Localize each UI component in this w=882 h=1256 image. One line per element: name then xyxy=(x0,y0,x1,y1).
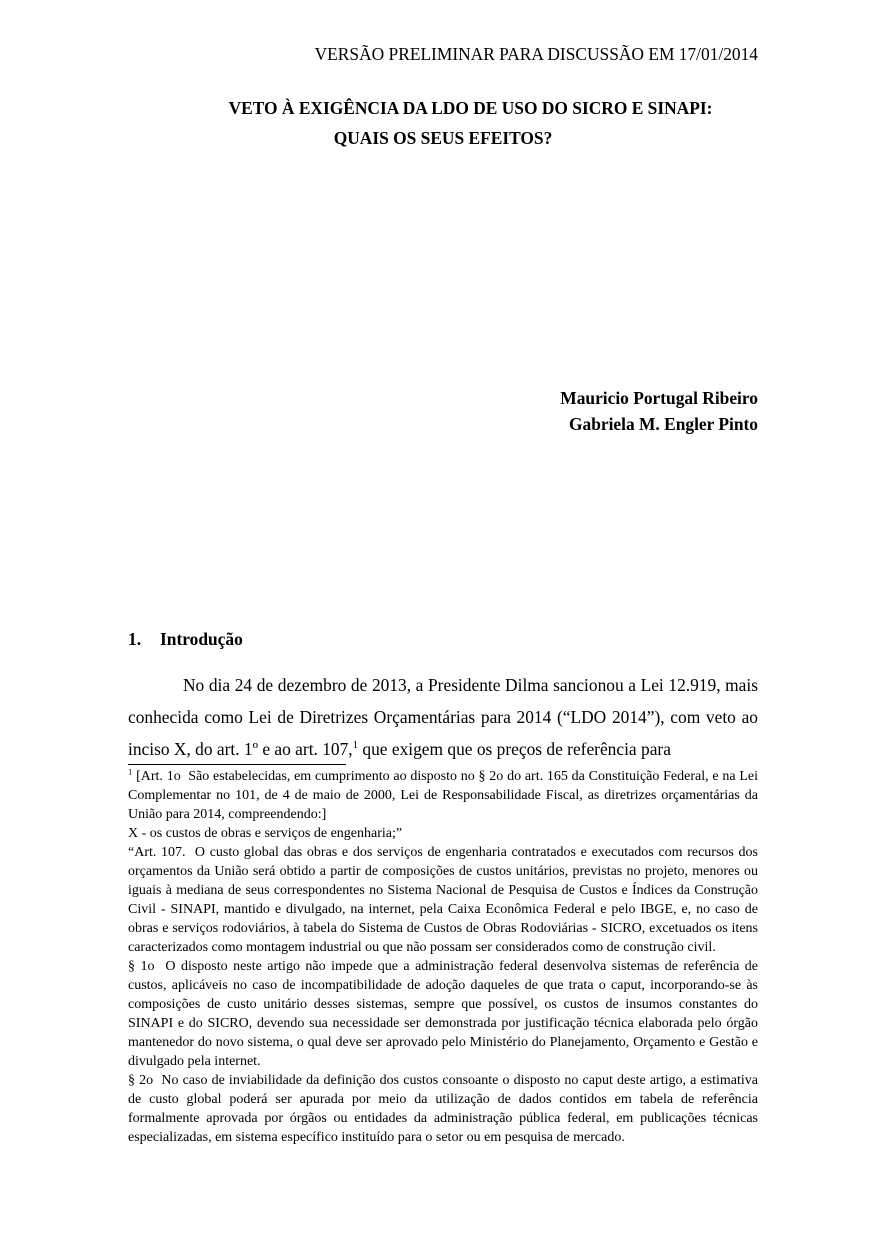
footnote-paragraph: “Art. 107. O custo global das obras e dos serviços de engenharia contratados e executados com recursos dos orçamentos da União será obtido a partir de composições de custos unitários, previstas no projeto, menores ou iguais à mediana de seus correspondentes no Sistema Nacional de Pesquisa de Custos e Índices da Construção Civil - SINAPI, mantido e divulgado, na internet, pela Caixa Econômica Federal e pelo IBGE, e, no caso de obras e serviços rodoviários, à tabela do Sistema de Custos de Obras Rodoviárias - SICRO, excetuados os itens caracterizados como montagem industrial ou que não possam ser considerados como de construção civil. xyxy=(128,845,758,955)
section-number: 1. xyxy=(128,629,142,649)
intro-text-continued: que exigem que os preços de referência para xyxy=(358,739,671,759)
author-block xyxy=(128,385,758,437)
footnote-paragraph: § 1o O disposto neste artigo não impede que a administração federal desenvolva sistemas de referência de custos, aplicáveis no caso de incompatibilidade de adoção daqueles de que trata o caput, incorporando-se às composições de custo unitário desses sistemas, sempre que possível, os custos de insumos constantes do SINAPI e do SICRO, devendo sua necessidade ser demonstrada por justificação técnica elaborada pelo órgão mantenedor do novo sistema, o qual deve ser aprovado pelo Ministério do Planejamento, Orçamento e Gestão e divulgado pela internet. xyxy=(128,959,758,1069)
author-name: Gabriela M. Engler Pinto xyxy=(568,414,758,434)
document-title-line1: VETO À EXIGÊNCIA DA LDO DE USO DO SICRO E SINAPI: xyxy=(228,98,713,118)
footnote-marker: 1 xyxy=(128,766,133,777)
footnote-paragraph: § 2o No caso de inviabilidade da definição dos custos consoante o disposto no caput deste artigo, a estimativa de custo global poderá ser apurada por meio da utilização de dados contidos em tabela de referência formalmente aprovada por órgãos ou entidades da administração pública federal, em publicações técnicas especializadas, em sistema específico instituído para o setor ou em pesquisa de mercado. xyxy=(128,1073,758,1145)
footnote-block xyxy=(128,767,758,1147)
document-title-line2: QUAIS OS SEUS EFEITOS? xyxy=(333,128,553,148)
footnote-ref: 1 xyxy=(352,739,359,752)
footnote-separator xyxy=(128,764,346,765)
section-title: Introdução xyxy=(160,629,243,649)
footnote-paragraph: X - os custos de obras e serviços de engenharia;” xyxy=(128,826,403,841)
footnote-text: [Art. 1o São estabelecidas, em cumprimento ao disposto no § 2o do art. 165 da Constituição Federal, e na Lei Complementar no 101, de 4 de maio de 2000, Lei de Responsabilidade Fiscal, as diretrizes orçamentárias da União para 2014, compreendendo:] xyxy=(128,769,758,822)
document-title xyxy=(128,93,758,153)
intro-text: No dia 24 de dezembro de 2013, a Presidente Dilma sancionou a Lei 12.919, mais conhecida como Lei de Diretrizes Orçamentárias para 2014 (“LDO 2014”), com veto ao inciso X, do art. 1º e ao art. 107, xyxy=(128,675,758,759)
intro-paragraph xyxy=(128,669,758,765)
author-name: Mauricio Portugal Ribeiro xyxy=(560,388,758,408)
section-heading xyxy=(128,628,758,650)
header-notice: VERSÃO PRELIMINAR PARA DISCUSSÃO EM 17/01/2014 xyxy=(314,44,758,64)
footnote-paragraph xyxy=(128,767,758,824)
